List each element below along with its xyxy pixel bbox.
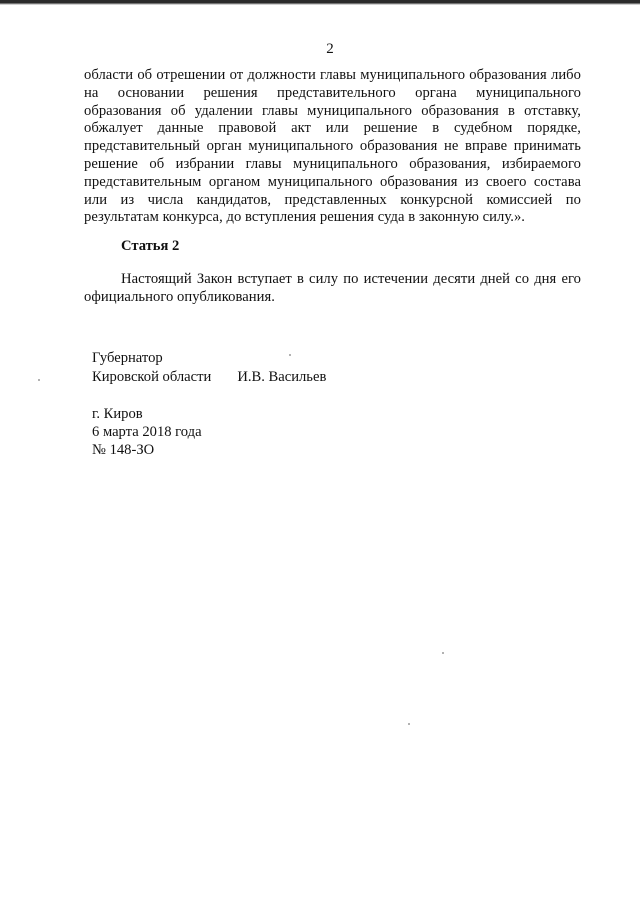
paragraph-line: образования об удалении главы муниципального образования в отставку, bbox=[84, 102, 581, 119]
scan-speck bbox=[442, 652, 444, 654]
signatory-title-region bbox=[92, 368, 326, 387]
paragraph-line: области об отрешении от должности главы муниципального образования либо bbox=[84, 67, 581, 83]
paragraph-line: Настоящий Закон вступает в силу по истечении десяти дней со дня его bbox=[121, 271, 581, 287]
paragraph-line: представительный орган муниципального образования не вправе принимать bbox=[84, 138, 581, 155]
place-date-block bbox=[92, 405, 202, 459]
paragraph-line: официального опубликования. bbox=[84, 288, 275, 305]
paragraph-line: представительным органом муниципального образования из своего состава bbox=[84, 173, 581, 190]
date: 6 марта 2018 года bbox=[92, 424, 202, 440]
paragraph-line: обжалует данные правовой акт или решение в судебном порядке, bbox=[84, 120, 581, 137]
article-heading: Статья 2 bbox=[121, 238, 180, 254]
scan-speck bbox=[289, 354, 291, 356]
continuation-paragraph bbox=[84, 67, 581, 227]
paragraph-line: решение об избрании главы муниципального образования, избираемого bbox=[84, 155, 581, 172]
signatory-title: Губернатор bbox=[92, 350, 163, 366]
signatory-name: И.В. Васильев bbox=[237, 368, 327, 385]
signatory-region: Кировской области bbox=[92, 368, 212, 385]
paragraph-line: результатам конкурса, до вступления решения суда в законную силу.». bbox=[84, 209, 525, 226]
article-paragraph bbox=[84, 271, 581, 307]
law-number: № 148-ЗО bbox=[92, 442, 155, 458]
paragraph-line: или из числа кандидатов, представленных конкурсной комиссией по bbox=[84, 191, 581, 208]
scan-speck bbox=[408, 723, 410, 725]
scan-speck bbox=[38, 379, 40, 381]
page-number: 2 bbox=[326, 41, 334, 57]
signature-block bbox=[92, 349, 326, 386]
paragraph-line: на основании решения представительного органа муниципального bbox=[84, 84, 581, 101]
city: г. Киров bbox=[92, 406, 143, 422]
